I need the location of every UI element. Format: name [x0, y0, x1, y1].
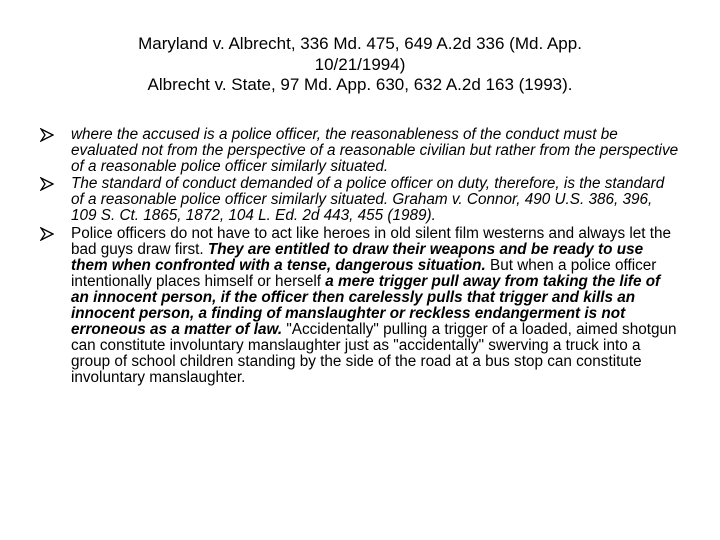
bullet-item	[40, 226, 680, 387]
bullet-text: The standard of conduct demanded of a police officer on duty, therefore, is the standard of a reasonable police officer similarly situated. Graham v. Connor, 490 U.S. 386, 396, 109 S. Ct. 1865, 1872, 104 L. Ed. 2d 443, 455 (1989).	[71, 175, 665, 225]
arrowhead-bullet-icon	[40, 128, 54, 142]
citation-line-1: Maryland v. Albrecht, 336 Md. 475, 649 A.2d 336 (Md. App.	[138, 34, 582, 53]
citation-line-2: 10/21/1994)	[314, 54, 406, 74]
bullet-list	[40, 127, 680, 387]
bullet-text-emphasis: They are entitled to draw their weapons and be ready to use them when confronted with a tense, dangerous situation.	[71, 240, 644, 274]
citation-line-3: Albrecht v. State, 97 Md. App. 630, 632 A.2d 163 (1993).	[147, 75, 573, 94]
bullet-item	[40, 127, 680, 175]
bullet-text-plain: Police officers do not have to act like heroes in old silent film westerns and always let the bad guys draw first.	[71, 224, 672, 258]
bullet-text-plain: But when a police officer intentionally places himself or herself	[71, 256, 657, 290]
bullet-text-plain: "Accidentally" pulling a trigger of a loaded, aimed shotgun can constitute involuntary manslaughter just as "accidentally" swerving a truck into a group of school children standing by the side of the road at a bus stop can constitute involuntary manslaughter.	[71, 321, 677, 387]
bullet-text: where the accused is a police officer, the reasonableness of the conduct must be evaluated not from the perspective of a reasonable civilian but rather from the perspective of a reasonable police officer similarly situated.	[71, 126, 679, 176]
case-citation-header	[60, 34, 660, 96]
arrowhead-bullet-icon	[40, 177, 54, 191]
arrowhead-bullet-icon	[40, 227, 54, 241]
bullet-item	[40, 176, 680, 224]
bullet-text-emphasis: a mere trigger pull away from taking the life of an innocent person, if the officer then carelessly pulls that trigger and kills an innocent person, a finding of manslaughter or reckless endangerment is not erroneous as a matter of law.	[71, 272, 661, 339]
